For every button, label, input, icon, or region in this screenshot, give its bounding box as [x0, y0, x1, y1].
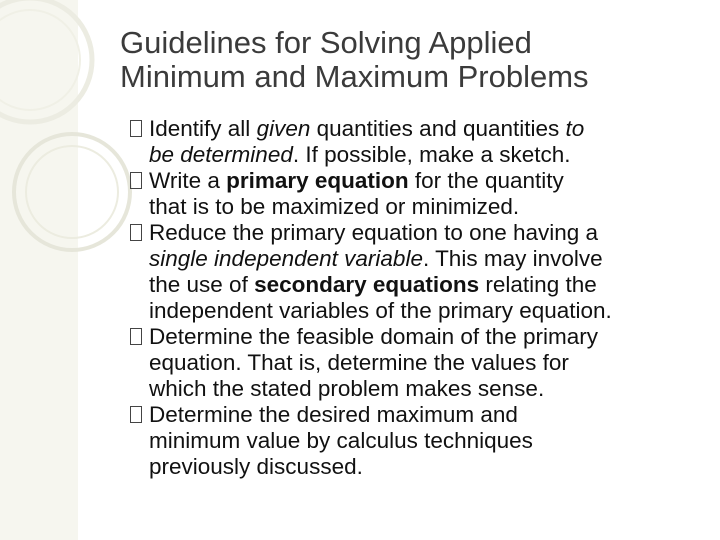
- bullet-line: [149, 168, 715, 194]
- bullet-line: Determine the feasible domain of the primary: [149, 324, 598, 349]
- bullet-line: which the stated problem makes sense.: [149, 376, 545, 401]
- slide-title: [120, 26, 700, 94]
- decorative-circles: [0, 0, 140, 260]
- title-line-1: Guidelines for Solving Applied: [120, 25, 532, 60]
- bullet-line: [149, 246, 715, 272]
- text-run: for the quantity: [408, 168, 564, 193]
- text-run: Write a: [149, 168, 227, 193]
- guideline-extrema: [130, 402, 715, 480]
- square-bullet-icon: [130, 406, 142, 423]
- title-line-2: Minimum and Maximum Problems: [120, 59, 589, 94]
- bullet-line: Determine the desired maximum and: [149, 402, 518, 427]
- bullet-line: equation. That is, determine the values for: [149, 350, 569, 375]
- guideline-domain: [130, 324, 715, 402]
- bullet-line: minimum value by calculus techniques: [149, 428, 533, 453]
- text-run: be determined: [149, 142, 293, 167]
- text-run: the use of: [149, 272, 255, 297]
- text-run: . This may involve: [422, 246, 603, 271]
- guideline-primary-equation: [130, 168, 715, 220]
- square-bullet-icon: [130, 328, 142, 345]
- guideline-identify: [130, 116, 715, 168]
- bullet-line: Reduce the primary equation to one having a: [149, 220, 599, 245]
- text-run: . If possible, make a sketch.: [292, 142, 571, 167]
- guideline-reduce: [130, 220, 715, 324]
- square-bullet-icon: [130, 120, 142, 137]
- text-run: given: [256, 116, 311, 141]
- bullet-line: previously discussed.: [149, 454, 363, 479]
- text-run: primary equation: [226, 168, 409, 193]
- square-bullet-icon: [130, 172, 142, 189]
- text-run: single independent variable: [149, 246, 423, 271]
- bullet-line: independent variables of the primary equation.: [149, 298, 612, 323]
- bullet-line: [149, 116, 715, 142]
- text-run: to: [565, 116, 585, 141]
- square-bullet-icon: [130, 224, 142, 241]
- bullet-line: that is to be maximized or minimized.: [149, 194, 520, 219]
- text-run: secondary equations: [254, 272, 480, 297]
- text-run: Identify all: [149, 116, 257, 141]
- text-run: relating the: [479, 272, 597, 297]
- text-run: quantities and quantities: [310, 116, 566, 141]
- bullet-line: [149, 142, 715, 168]
- guideline-list: [130, 116, 715, 480]
- bullet-line: [149, 272, 715, 298]
